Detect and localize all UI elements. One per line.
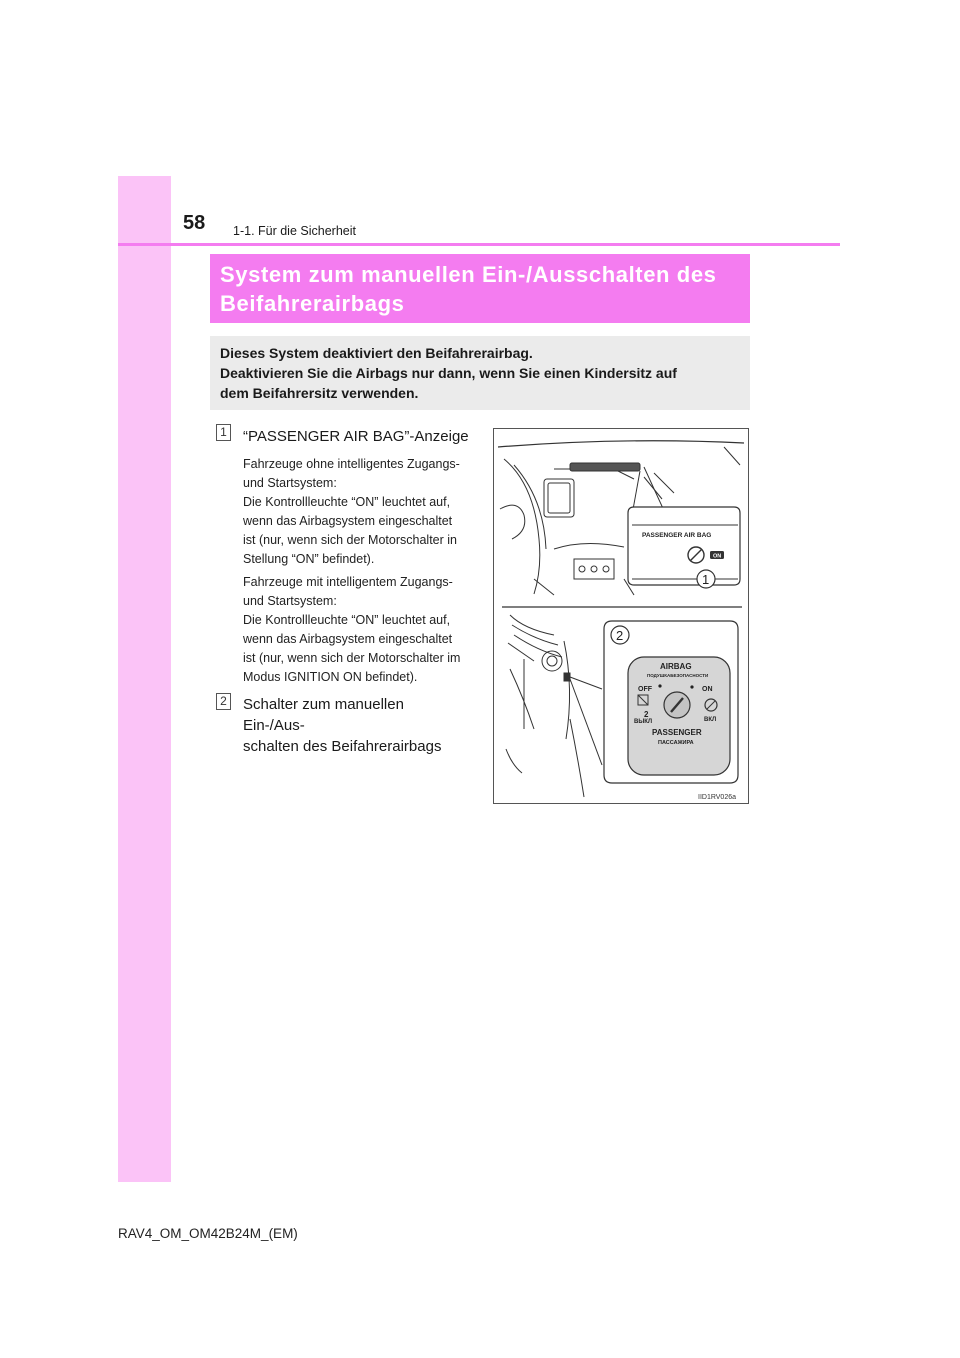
item-1-p2-line: Die Kontrollleuchte “ON” leuchtet auf, [243,613,451,627]
section-title: 1-1. Für die Sicherheit [233,224,356,238]
indicator-inset [628,507,740,588]
item-1-p1-line: und Startsystem: [243,476,337,490]
item-1-heading: “PASSENGER AIR BAG”-Anzeige [243,428,469,445]
intro-line1: Dieses System deaktiviert den Beifahrerairbag. [220,345,533,361]
callout-2-text: 2 [616,628,624,643]
item-1-p2-line: Fahrzeuge mit intelligentem Zugangs- [243,575,453,589]
item-1-p1-line: Stellung “ON” befindet). [243,552,375,566]
switch-airbag-ru-label: ПОДУШКАБЕЗОПАСНОСТИ [647,673,709,678]
item-1-paragraph-2 [243,573,463,687]
item-2-heading-line: schalten des Beifahrerairbags [243,738,442,755]
item-1-paragraph-1 [243,455,463,569]
switch-passenger-label: PASSENGER [652,728,702,737]
chapter-sidebar [118,176,171,1182]
switch-off-ru-label: ВЫКЛ [634,719,653,725]
item-2-heading [243,694,467,757]
intro-line2: Deaktivieren Sie die Airbags nur dann, wenn Sie einen Kindersitz auf [220,365,677,381]
page-title-line1: System zum manuellen Ein-/Ausschalten des [220,262,717,287]
header-rule [118,243,840,246]
page-title [220,260,740,318]
switch-inset [604,621,738,783]
switch-on-ru-label: ВКЛ [704,717,717,723]
switch-mark: 2 [644,710,649,719]
callout-1-text: 1 [702,572,710,587]
page-title-box [210,254,750,323]
item-1-p1-line: Fahrzeuge ohne intelligentes Zugangs- [243,457,460,471]
indicator-on-text: ON [713,553,722,560]
switch-airbag-label: AIRBAG [660,662,692,671]
page-number: 58 [183,212,206,234]
item-1-p1-line: ist (nur, wenn sich der Motorschalter in [243,533,457,547]
glovebox-drawing [506,615,584,797]
item-2-heading-line: Schalter zum manuellen Ein-/Aus- [243,696,404,734]
item-1-p2-line: und Startsystem: [243,594,337,608]
intro-box [210,336,750,410]
item-number-2: 2 [216,693,231,710]
item-1-p2-line: wenn das Airbagsystem eingeschaltet [243,632,453,646]
indicator-label: PASSENGER AIR BAG [642,532,712,539]
switch-on-label: ON [702,686,713,693]
switch-off-label: OFF [638,686,652,693]
item-1-p1-line: Die Kontrollleuchte “ON” leuchtet auf, [243,495,451,509]
footer-doc-id: RAV4_OM_OM42B24M_(EM) [118,1226,298,1241]
item-1-p1-line: wenn das Airbagsystem eingeschaltet [243,514,453,528]
airbag-illustration [493,428,749,804]
switch-passenger-ru-label: ПАССАЖИРА [658,740,694,746]
intro-line3: dem Beifahrersitz verwenden. [220,385,419,401]
item-1-p2-line: Modus IGNITION ON befindet). [243,670,418,684]
airbag-illustration-svg [494,429,750,805]
item-1-p2-line: ist (nur, wenn sich der Motorschalter im [243,651,461,665]
item-number-1: 1 [216,424,231,441]
page-title-line2: Beifahrerairbags [220,291,405,316]
figure-code: IID1RV026a [698,794,737,801]
